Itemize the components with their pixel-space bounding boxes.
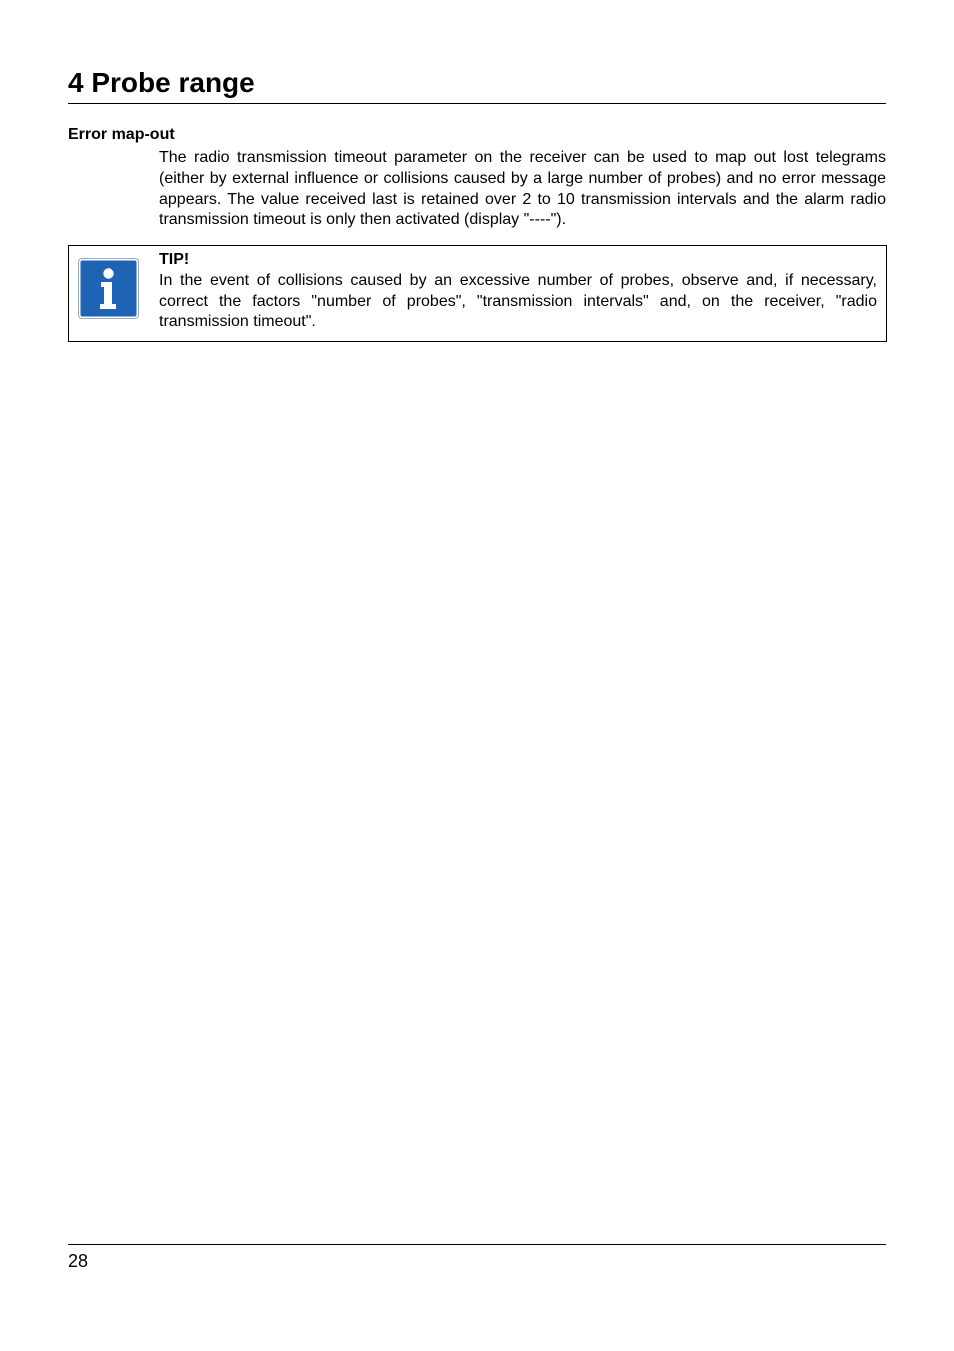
tip-box [68, 245, 887, 342]
page-number: 28 [68, 1251, 89, 1271]
section-heading: Error map-out [68, 126, 175, 143]
info-icon [79, 259, 138, 318]
chapter-title: 4 Probe range [68, 67, 255, 98]
title-divider [68, 103, 886, 104]
footer-divider [68, 1244, 886, 1245]
tip-text: In the event of collisions caused by an excessive number of probes, observe and, if necessary, correct the factors "number of probes", "transmission intervals" and, on the receiver, "radio transmission timeout". [159, 272, 877, 331]
section-body-text: The radio transmission timeout parameter on the receiver can be used to map out lost telegrams (either by external influence or collisions caused by a large number of probes) and no error message appears. The value received last is retained over 2 to 10 transmission intervals and the alarm radio transmission timeout is only then activated (display "----"). [159, 149, 886, 229]
tip-label: TIP! [159, 251, 190, 268]
